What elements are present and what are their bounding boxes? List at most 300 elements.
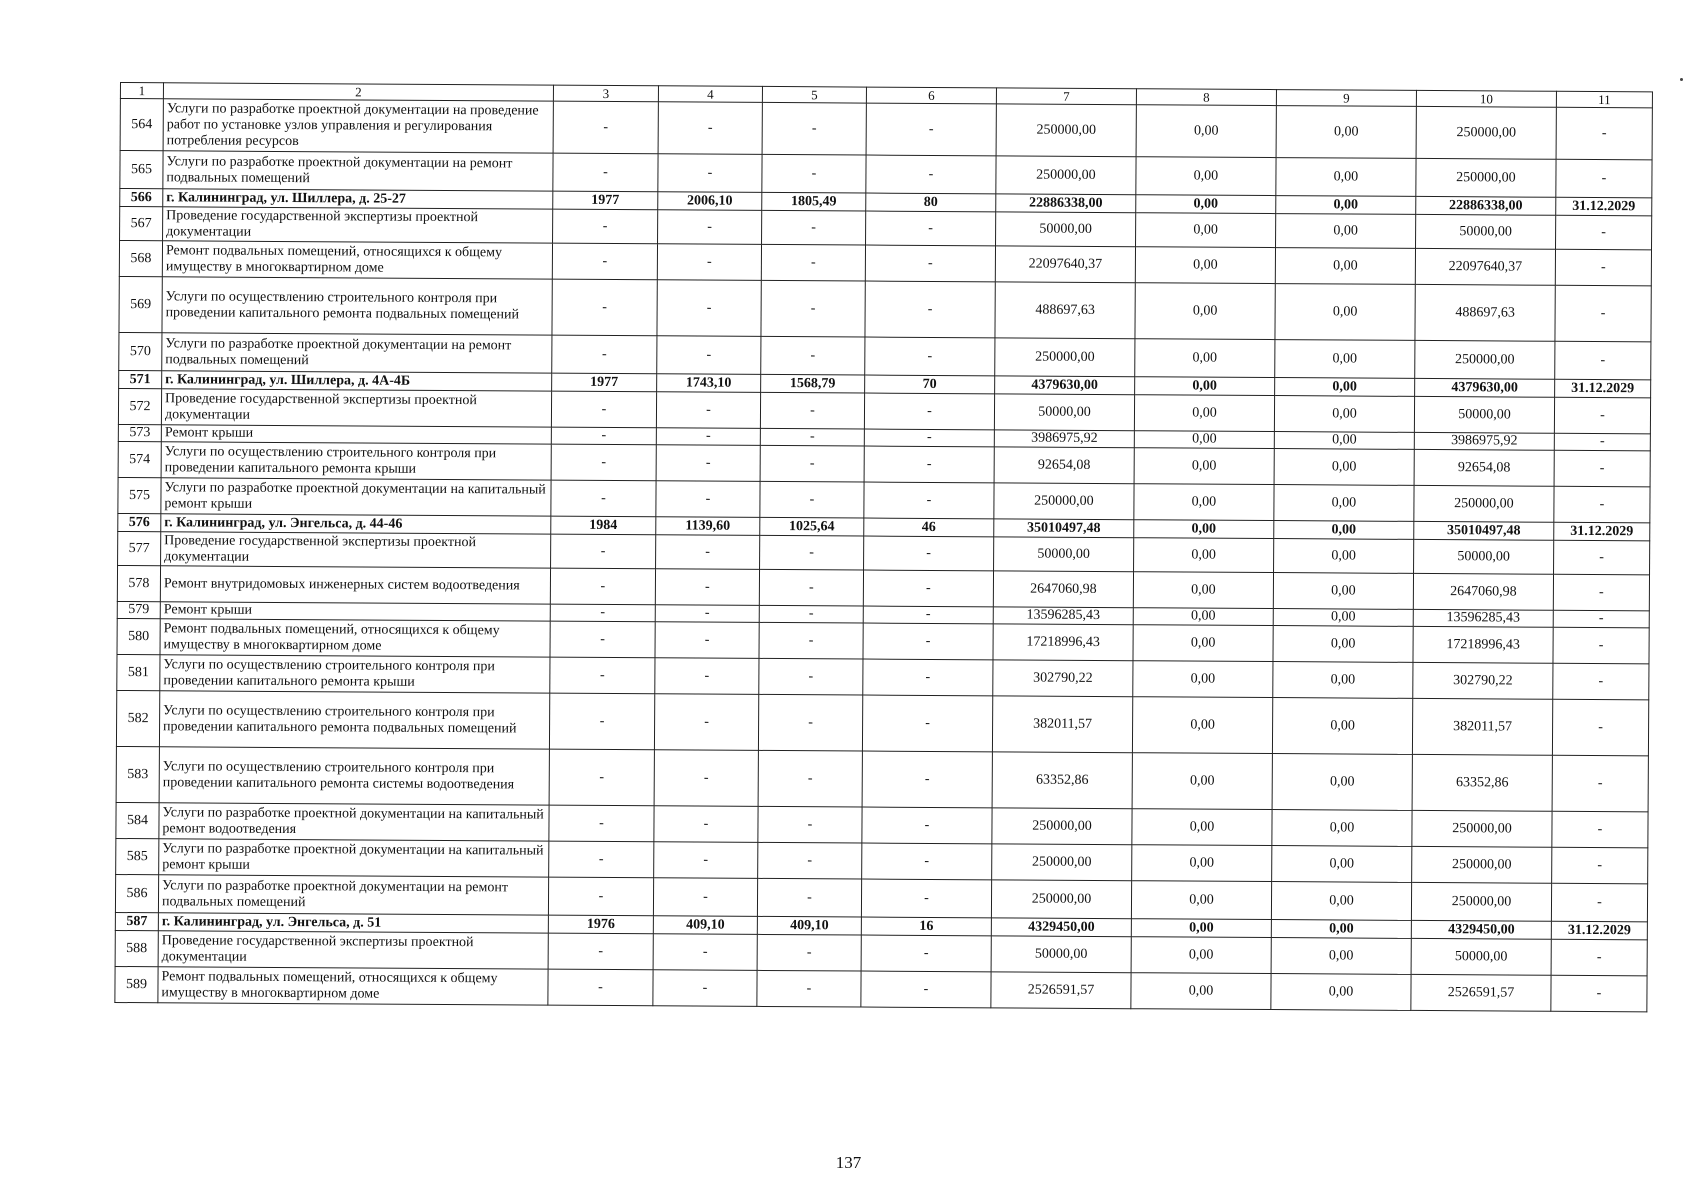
cell-c6: - bbox=[863, 606, 993, 624]
cell-c5: - bbox=[758, 806, 862, 843]
cell-c10: 250000,00 bbox=[1412, 846, 1552, 883]
row-description: Услуги по осуществлению строительного контроля при проведении капитального ремонта подвальных помещений bbox=[162, 277, 552, 335]
header-cell: 7 bbox=[996, 88, 1136, 105]
cell-c4: - bbox=[658, 102, 762, 155]
cell-c7: 63352,86 bbox=[992, 752, 1132, 809]
cell-c11: - bbox=[1553, 574, 1649, 611]
cell-c7: 22886338,00 bbox=[996, 194, 1136, 213]
cell-c4: - bbox=[655, 605, 759, 623]
cell-c7: 382011,57 bbox=[992, 696, 1132, 753]
page-number: 137 bbox=[835, 1153, 862, 1172]
cell-c5: - bbox=[759, 622, 863, 659]
cell-c3: - bbox=[553, 101, 658, 154]
cell-c11: 31.12.2029 bbox=[1555, 379, 1651, 398]
cell-c8: 0,00 bbox=[1134, 484, 1274, 521]
cell-c6: - bbox=[864, 536, 994, 571]
cell-c10: 50000,00 bbox=[1411, 938, 1551, 975]
cell-c6: - bbox=[861, 971, 991, 1008]
row-description: Услуги по разработке проектной документации на капитальный ремонт крыши bbox=[159, 839, 549, 877]
cell-c6: - bbox=[864, 482, 994, 519]
row-description: Услуги по осуществлению строительного контроля при проведении капитального ремонта крыши bbox=[160, 655, 550, 693]
row-number: 573 bbox=[118, 424, 161, 441]
row-description: Ремонт подвальных помещений, относящихся к общему имуществу в многоквартирном доме bbox=[158, 967, 548, 1005]
cell-c5: - bbox=[760, 535, 864, 570]
cell-c9: 0,00 bbox=[1276, 106, 1416, 159]
cell-c11: - bbox=[1554, 433, 1650, 451]
row-description: Услуги по разработке проектной документации на ремонт подвальных помещений bbox=[162, 333, 552, 373]
cell-c7: 35010497,48 bbox=[994, 519, 1134, 538]
cell-c3: - bbox=[549, 805, 654, 842]
cell-c9: 0,00 bbox=[1272, 698, 1412, 755]
cell-c6: - bbox=[865, 337, 995, 376]
cell-c6: - bbox=[862, 843, 992, 880]
cell-c5: - bbox=[761, 244, 865, 281]
row-description: Ремонт крыши bbox=[161, 425, 551, 444]
row-description: Проведение государственной экспертизы проектной документации bbox=[163, 207, 553, 243]
cell-c11: - bbox=[1555, 341, 1651, 380]
cell-c3: - bbox=[551, 427, 656, 445]
row-number: 586 bbox=[115, 874, 158, 912]
row-description: Услуги по осуществлению строительного контроля при проведении капитального ремонта крыши bbox=[161, 442, 551, 480]
cell-c11: - bbox=[1552, 699, 1648, 756]
cell-c6: - bbox=[862, 807, 992, 844]
cell-c5: - bbox=[759, 569, 863, 606]
cell-c6: - bbox=[862, 695, 992, 752]
header-cell: 8 bbox=[1136, 89, 1276, 106]
cell-c8: 0,00 bbox=[1134, 448, 1274, 485]
row-number: 565 bbox=[120, 151, 163, 189]
cell-c4: - bbox=[656, 392, 760, 429]
cell-c9: 0,00 bbox=[1276, 196, 1416, 215]
cell-c5: 1025,64 bbox=[760, 517, 864, 536]
row-description: Ремонт подвальных помещений, относящихся к общему имуществу в многоквартирном доме bbox=[160, 619, 550, 657]
cell-c6: - bbox=[861, 879, 991, 918]
cell-c10: 13596285,43 bbox=[1413, 609, 1553, 627]
cell-c5: - bbox=[762, 102, 866, 155]
cell-c5: 1805,49 bbox=[762, 192, 866, 211]
cell-c10: 250000,00 bbox=[1412, 810, 1552, 847]
cell-c5: - bbox=[760, 428, 864, 446]
cell-c4: - bbox=[654, 694, 758, 751]
cell-c10: 50000,00 bbox=[1414, 539, 1554, 574]
cell-c3: - bbox=[550, 568, 655, 605]
cell-c6: - bbox=[865, 281, 995, 338]
row-description: Проведение государственной экспертизы проектной документации bbox=[161, 389, 551, 427]
cell-c11: 31.12.2029 bbox=[1556, 197, 1652, 216]
cell-c3: - bbox=[552, 243, 657, 280]
row-description: Ремонт подвальных помещений, относящихся к общему имуществу в многоквартирном доме bbox=[162, 241, 552, 279]
header-cell: 9 bbox=[1276, 90, 1416, 107]
row-description: Услуги по разработке проектной документации на проведение работ по установке узлов управления и регулирования потребления ресурсов bbox=[163, 99, 553, 153]
cell-c9: 0,00 bbox=[1274, 449, 1414, 486]
cell-c9: 0,00 bbox=[1271, 974, 1411, 1011]
cell-c5: - bbox=[758, 842, 862, 879]
cell-c9: 0,00 bbox=[1276, 158, 1416, 197]
cell-c11: - bbox=[1556, 215, 1652, 250]
cell-c10: 2647060,98 bbox=[1413, 573, 1553, 610]
cell-c8: 0,00 bbox=[1132, 753, 1272, 810]
cell-c3: - bbox=[549, 749, 654, 806]
cell-c9: 0,00 bbox=[1274, 521, 1414, 540]
header-cell: 3 bbox=[553, 85, 658, 102]
cell-c6: 80 bbox=[866, 193, 996, 212]
row-number: 566 bbox=[120, 189, 163, 207]
cell-c6: - bbox=[865, 245, 995, 282]
document-sheet bbox=[114, 82, 1652, 1012]
cell-c3: - bbox=[548, 877, 653, 916]
cell-c8: 0,00 bbox=[1136, 213, 1276, 248]
cell-c10: 3986975,92 bbox=[1414, 432, 1554, 450]
cell-c10: 302790,22 bbox=[1413, 662, 1553, 699]
cell-c4: 409,10 bbox=[653, 916, 757, 935]
cell-c8: 0,00 bbox=[1131, 881, 1271, 920]
cell-c10: 50000,00 bbox=[1414, 396, 1554, 433]
cell-c8: 0,00 bbox=[1132, 845, 1272, 882]
cell-c7: 250000,00 bbox=[995, 338, 1135, 377]
cell-c4: - bbox=[658, 154, 762, 193]
cell-c3: - bbox=[552, 335, 657, 374]
cell-c10: 4379630,00 bbox=[1415, 378, 1555, 397]
cell-c3: - bbox=[549, 841, 654, 878]
cell-c6: - bbox=[863, 570, 993, 607]
cell-c3: 1984 bbox=[551, 516, 656, 535]
cell-c11: - bbox=[1551, 975, 1647, 1012]
cell-c10: 17218996,43 bbox=[1413, 626, 1553, 663]
cell-c10: 250000,00 bbox=[1411, 882, 1551, 921]
cell-c8: 0,00 bbox=[1135, 377, 1275, 396]
cell-c5: - bbox=[757, 970, 861, 1007]
cell-c8: 0,00 bbox=[1136, 195, 1276, 214]
cell-c7: 50000,00 bbox=[991, 936, 1131, 973]
cell-c6: - bbox=[861, 935, 991, 972]
cell-c11: - bbox=[1556, 107, 1652, 160]
cell-c9: 0,00 bbox=[1272, 846, 1412, 883]
row-number: 572 bbox=[118, 388, 161, 424]
row-description: Проведение государственной экспертизы проектной документации bbox=[158, 931, 548, 969]
cell-c7: 50000,00 bbox=[994, 537, 1134, 572]
cell-c8: 0,00 bbox=[1133, 572, 1273, 609]
cell-c9: 0,00 bbox=[1274, 485, 1414, 522]
cell-c5: - bbox=[761, 280, 865, 337]
cell-c3: 1976 bbox=[548, 915, 653, 934]
cell-c8: 0,00 bbox=[1136, 157, 1276, 196]
cell-c7: 2647060,98 bbox=[993, 571, 1133, 608]
repair-plan-table bbox=[114, 82, 1653, 1012]
cell-c8: 0,00 bbox=[1131, 973, 1271, 1010]
cell-c4: - bbox=[657, 336, 761, 375]
cell-c9: 0,00 bbox=[1275, 248, 1415, 285]
cell-c7: 250000,00 bbox=[991, 880, 1131, 919]
cell-c8: 0,00 bbox=[1133, 661, 1273, 698]
cell-c5: - bbox=[759, 658, 863, 695]
cell-c3: - bbox=[551, 391, 656, 428]
row-description: Ремонт крыши bbox=[160, 602, 550, 621]
scan-speck bbox=[1680, 78, 1683, 81]
table-body bbox=[115, 83, 1653, 1012]
cell-c6: 16 bbox=[861, 917, 991, 936]
cell-c4: - bbox=[653, 878, 757, 917]
cell-c3: - bbox=[553, 209, 658, 244]
cell-c7: 50000,00 bbox=[996, 212, 1136, 247]
header-cell: 2 bbox=[163, 83, 553, 101]
cell-c3: - bbox=[550, 604, 655, 622]
cell-c9: 0,00 bbox=[1271, 882, 1411, 921]
cell-c6: 70 bbox=[865, 375, 995, 394]
cell-c3: - bbox=[551, 444, 656, 481]
cell-c4: - bbox=[656, 481, 760, 518]
cell-c8: 0,00 bbox=[1132, 809, 1272, 846]
cell-c11: - bbox=[1552, 811, 1648, 848]
header-cell: 4 bbox=[658, 86, 762, 103]
cell-c10: 22097640,37 bbox=[1415, 248, 1555, 285]
row-number: 570 bbox=[119, 332, 162, 370]
cell-c9: 0,00 bbox=[1271, 938, 1411, 975]
cell-c8: 0,00 bbox=[1133, 608, 1273, 626]
row-number: 584 bbox=[116, 802, 159, 838]
cell-c8: 0,00 bbox=[1134, 395, 1274, 432]
cell-c11: - bbox=[1554, 397, 1650, 434]
cell-c5: - bbox=[758, 750, 862, 807]
cell-c3: - bbox=[551, 534, 656, 569]
cell-c6: - bbox=[864, 429, 994, 447]
cell-c5: - bbox=[759, 605, 863, 623]
cell-c8: 0,00 bbox=[1136, 105, 1276, 158]
row-number: 580 bbox=[117, 618, 160, 654]
cell-c3: - bbox=[550, 621, 655, 658]
cell-c7: 17218996,43 bbox=[993, 624, 1133, 661]
cell-c5: - bbox=[760, 481, 864, 518]
cell-c10: 35010497,48 bbox=[1414, 521, 1554, 540]
cell-c8: 0,00 bbox=[1132, 697, 1272, 754]
cell-c5: - bbox=[762, 154, 866, 193]
cell-c8: 0,00 bbox=[1134, 431, 1274, 449]
cell-c7: 250000,00 bbox=[994, 483, 1134, 520]
cell-c8: 0,00 bbox=[1134, 520, 1274, 539]
cell-c11: - bbox=[1554, 540, 1650, 575]
cell-c11: - bbox=[1552, 847, 1648, 884]
cell-c10: 250000,00 bbox=[1416, 106, 1556, 159]
cell-c11: - bbox=[1554, 486, 1650, 523]
cell-c8: 0,00 bbox=[1135, 247, 1275, 284]
header-cell: 5 bbox=[762, 86, 866, 103]
cell-c3: - bbox=[549, 693, 654, 750]
cell-c3: 1977 bbox=[552, 373, 657, 392]
cell-c10: 92654,08 bbox=[1414, 449, 1554, 486]
row-number: 578 bbox=[117, 565, 160, 601]
header-cell: 11 bbox=[1556, 91, 1652, 108]
row-number: 568 bbox=[119, 241, 162, 277]
cell-c7: 250000,00 bbox=[992, 808, 1132, 845]
cell-c7: 13596285,43 bbox=[993, 607, 1133, 625]
cell-c7: 4379630,00 bbox=[995, 376, 1135, 395]
cell-c9: 0,00 bbox=[1272, 810, 1412, 847]
cell-c9: 0,00 bbox=[1274, 432, 1414, 450]
cell-c10: 63352,86 bbox=[1412, 754, 1552, 811]
row-number: 569 bbox=[119, 276, 162, 332]
cell-c11: - bbox=[1551, 939, 1647, 976]
cell-c7: 50000,00 bbox=[994, 394, 1134, 431]
cell-c4: - bbox=[657, 280, 761, 337]
header-cell: 1 bbox=[120, 83, 163, 99]
cell-c5: 409,10 bbox=[757, 916, 861, 935]
cell-c8: 0,00 bbox=[1131, 919, 1271, 938]
cell-c9: 0,00 bbox=[1275, 284, 1415, 341]
row-description: Услуги по осуществлению строительного контроля при проведении капитального ремонта подвальных помещений bbox=[159, 691, 549, 749]
cell-c7: 250000,00 bbox=[992, 844, 1132, 881]
cell-c4: - bbox=[658, 210, 762, 245]
cell-c6: - bbox=[864, 446, 994, 483]
cell-c11: - bbox=[1553, 663, 1649, 700]
row-number: 588 bbox=[115, 930, 158, 966]
cell-c4: - bbox=[656, 428, 760, 446]
row-number: 567 bbox=[120, 207, 163, 241]
cell-c4: - bbox=[653, 970, 757, 1007]
cell-c8: 0,00 bbox=[1134, 538, 1274, 573]
cell-c4: - bbox=[655, 569, 759, 606]
cell-c3: - bbox=[552, 279, 657, 336]
cell-c7: 302790,22 bbox=[993, 660, 1133, 697]
row-description: Услуги по разработке проектной документации на ремонт подвальных помещений bbox=[163, 151, 553, 191]
row-description: Проведение государственной экспертизы проектной документации bbox=[161, 532, 551, 568]
cell-c3: - bbox=[551, 480, 656, 517]
cell-c4: - bbox=[654, 842, 758, 879]
cell-c4: - bbox=[653, 934, 757, 971]
row-number: 581 bbox=[117, 654, 160, 690]
table-row bbox=[120, 99, 1652, 160]
cell-c4: 1743,10 bbox=[657, 374, 761, 393]
row-description: Услуги по осуществлению строительного контроля при проведении капитального ремонта системы водоотведения bbox=[159, 747, 549, 805]
table-row bbox=[119, 276, 1651, 341]
cell-c8: 0,00 bbox=[1135, 283, 1275, 340]
cell-c5: - bbox=[758, 694, 862, 751]
cell-c4: - bbox=[656, 535, 760, 570]
cell-c11: - bbox=[1553, 610, 1649, 628]
cell-c3: - bbox=[548, 969, 653, 1006]
cell-c10: 488697,63 bbox=[1415, 284, 1555, 341]
cell-c9: 0,00 bbox=[1274, 539, 1414, 574]
row-number: 579 bbox=[117, 601, 160, 618]
cell-c9: 0,00 bbox=[1273, 573, 1413, 610]
row-number: 589 bbox=[115, 966, 158, 1002]
cell-c9: 0,00 bbox=[1275, 378, 1415, 397]
row-description: Ремонт внутридомовых инженерных систем водоотведения bbox=[160, 566, 550, 604]
cell-c11: 31.12.2029 bbox=[1554, 522, 1650, 541]
row-number: 582 bbox=[116, 690, 159, 746]
cell-c9: 0,00 bbox=[1273, 609, 1413, 627]
cell-c9: 0,00 bbox=[1273, 662, 1413, 699]
cell-c9: 0,00 bbox=[1273, 626, 1413, 663]
cell-c11: - bbox=[1556, 159, 1652, 198]
cell-c7: 3986975,92 bbox=[994, 430, 1134, 448]
cell-c7: 2526591,57 bbox=[991, 972, 1131, 1009]
cell-c11: 31.12.2029 bbox=[1551, 921, 1647, 940]
cell-c7: 22097640,37 bbox=[995, 246, 1135, 283]
cell-c11: - bbox=[1552, 755, 1648, 812]
cell-c5: - bbox=[760, 392, 864, 429]
cell-c9: 0,00 bbox=[1275, 340, 1415, 379]
row-number: 587 bbox=[115, 912, 158, 930]
table-row bbox=[116, 690, 1648, 755]
cell-c4: 1139,60 bbox=[656, 517, 760, 536]
cell-c10: 250000,00 bbox=[1414, 485, 1554, 522]
cell-c8: 0,00 bbox=[1135, 339, 1275, 378]
cell-c5: - bbox=[757, 934, 861, 971]
cell-c6: - bbox=[862, 751, 992, 808]
cell-c6: 46 bbox=[864, 518, 994, 537]
cell-c4: - bbox=[654, 806, 758, 843]
cell-c11: - bbox=[1553, 627, 1649, 664]
row-number: 574 bbox=[118, 441, 161, 477]
cell-c4: - bbox=[654, 750, 758, 807]
row-description: г. Калининград, ул. Энгельса, д. 44-46 bbox=[161, 514, 551, 534]
header-cell: 6 bbox=[866, 87, 996, 104]
cell-c6: - bbox=[866, 103, 996, 156]
cell-c6: - bbox=[866, 211, 996, 246]
cell-c6: - bbox=[863, 623, 993, 660]
cell-c7: 4329450,00 bbox=[991, 918, 1131, 937]
cell-c6: - bbox=[866, 155, 996, 194]
cell-c9: 0,00 bbox=[1272, 754, 1412, 811]
cell-c7: 92654,08 bbox=[994, 447, 1134, 484]
cell-c7: 250000,00 bbox=[996, 104, 1136, 157]
cell-c4: - bbox=[657, 244, 761, 281]
cell-c10: 50000,00 bbox=[1416, 214, 1556, 249]
row-number: 576 bbox=[118, 513, 161, 531]
cell-c9: 0,00 bbox=[1271, 920, 1411, 939]
cell-c11: - bbox=[1555, 249, 1651, 286]
row-description: г. Калининград, ул. Шиллера, д. 4А-4Б bbox=[162, 371, 552, 391]
cell-c6: - bbox=[864, 393, 994, 430]
row-number: 571 bbox=[119, 370, 162, 388]
cell-c8: 0,00 bbox=[1131, 937, 1271, 974]
cell-c10: 2526591,57 bbox=[1411, 974, 1551, 1011]
cell-c10: 22886338,00 bbox=[1416, 196, 1556, 215]
cell-c9: 0,00 bbox=[1276, 214, 1416, 249]
cell-c3: - bbox=[550, 657, 655, 694]
row-description: Услуги по разработке проектной документации на ремонт подвальных помещений bbox=[158, 875, 548, 915]
cell-c5: 1568,79 bbox=[761, 374, 865, 393]
cell-c4: - bbox=[655, 658, 759, 695]
row-description: г. Калининград, ул. Шиллера, д. 25-27 bbox=[163, 189, 553, 209]
cell-c5: - bbox=[757, 878, 861, 917]
cell-c11: - bbox=[1555, 285, 1651, 342]
row-number: 583 bbox=[116, 746, 159, 802]
cell-c3: - bbox=[553, 153, 658, 192]
cell-c6: - bbox=[863, 659, 993, 696]
cell-c8: 0,00 bbox=[1133, 625, 1273, 662]
cell-c5: - bbox=[760, 445, 864, 482]
cell-c3: 1977 bbox=[553, 191, 658, 210]
row-number: 577 bbox=[118, 531, 161, 565]
cell-c4: - bbox=[655, 622, 759, 659]
cell-c10: 4329450,00 bbox=[1411, 920, 1551, 939]
row-number: 564 bbox=[120, 99, 163, 151]
cell-c10: 382011,57 bbox=[1412, 698, 1552, 755]
cell-c4: - bbox=[656, 445, 760, 482]
cell-c10: 250000,00 bbox=[1415, 340, 1555, 379]
cell-c5: - bbox=[762, 210, 866, 245]
cell-c11: - bbox=[1551, 883, 1647, 922]
row-number: 585 bbox=[116, 838, 159, 874]
cell-c7: 250000,00 bbox=[996, 156, 1136, 195]
cell-c5: - bbox=[761, 336, 865, 375]
cell-c4: 2006,10 bbox=[658, 192, 762, 211]
row-description: Услуги по разработке проектной документации на капитальный ремонт водоотведения bbox=[159, 803, 549, 841]
cell-c11: - bbox=[1554, 450, 1650, 487]
row-description: г. Калининград, ул. Энгельса, д. 51 bbox=[158, 913, 548, 933]
cell-c3: - bbox=[548, 933, 653, 970]
cell-c10: 250000,00 bbox=[1416, 158, 1556, 197]
